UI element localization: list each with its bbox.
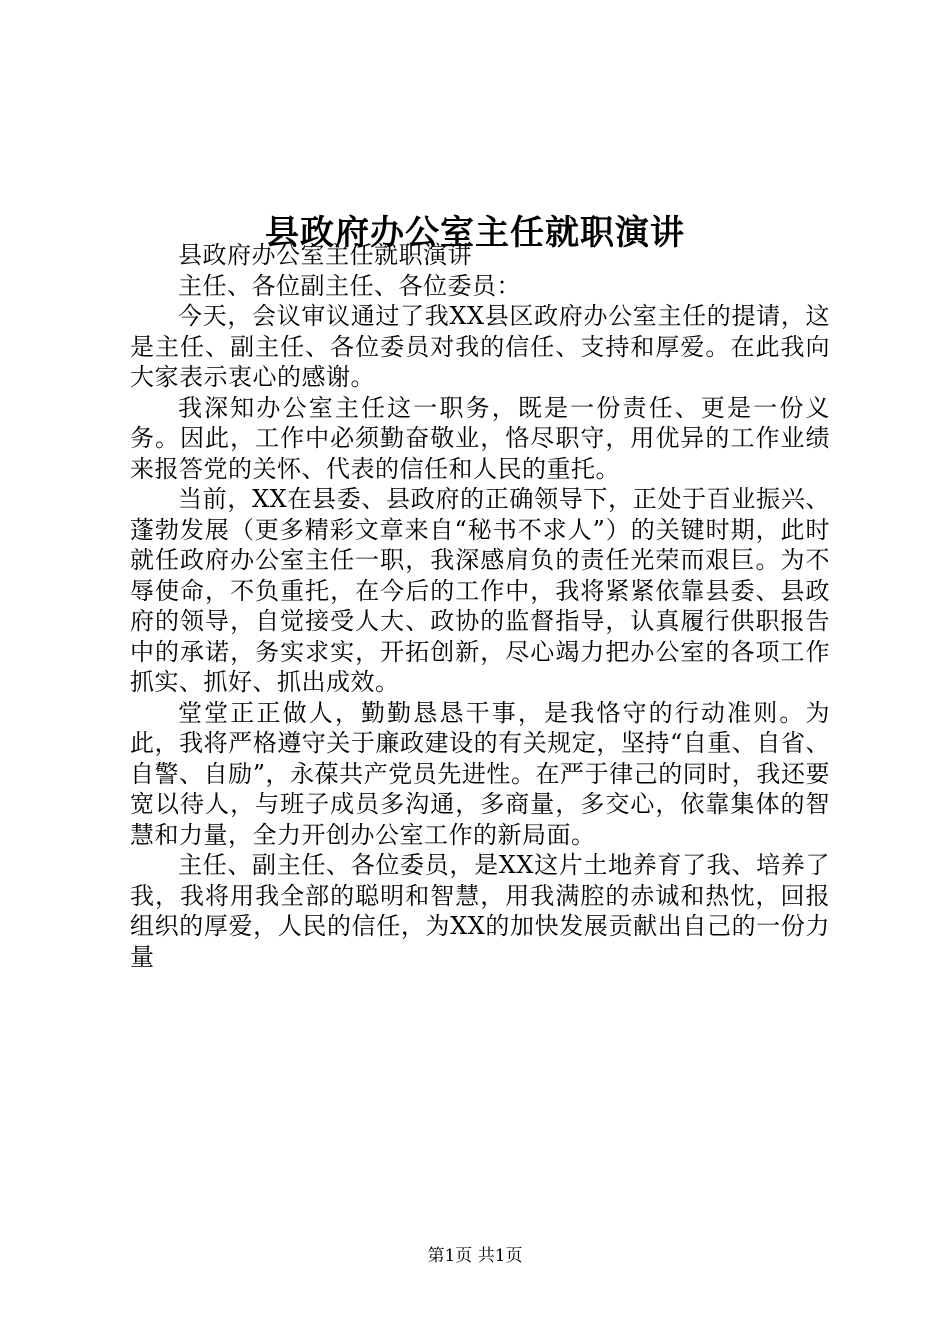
document-body [130,240,830,972]
page-title: 县政府办公室主任就职演讲 [265,212,685,253]
paragraph-4: 堂堂正正做人，勤勤恳恳干事，是我恪守的行动准则。为此，我将严格遵守关于廉政建设的有关规定，坚持“自重、自省、自警、自励”，永葆共产党员先进性。在严于律己的同时，我还要宽以待人，与班子成员多沟通，多商量，多交心，依靠集体的智慧和力量，全力开创办公室工作的新局面。 [130,698,830,849]
paragraph-5: 主任、副主任、各位委员，是XX这片土地养育了我、培养了我，我将用我全部的聪明和智慧，用我满腔的赤诚和热忱，回报组织的厚爱，人民的信任，为XX的加快发展贡献出自己的一份力量 [130,851,830,971]
paragraph-3: 当前，XX在县委、县政府的正确领导下，正处于百业振兴、蓬勃发展（更多精彩文章来自“秘书不求人”）的关键时期，此时就任政府办公室主任一职，我深感肩负的责任光荣而艰巨。为不辱使命，不负重托，在今后的工作中，我将紧紧依靠县委、县政府的领导，自觉接受人大、政协的监督指导，认真履行供职报告中的承诺，务实求实，开拓创新，尽心竭力把办公室的各项工作抓实、抓好、抓出成效。 [130,485,830,696]
paragraph-heading-repeat: 县政府办公室主任就职演讲 [178,241,472,269]
paragraph-salutation: 主任、各位副主任、各位委员： [178,271,521,300]
page-footer: 第1页 共1页 [427,1246,523,1266]
paragraph-1: 今天，会议审议通过了我XX县区政府办公室主任的提请，这是主任、副主任、各位委员对我的信任、支持和厚爱。在此我向大家表示衷心的感谢。 [130,302,830,391]
paragraph-2: 我深知办公室主任这一职务，既是一份责任、更是一份义务。因此，工作中必须勤奋敬业，恪尽职守，用优异的工作业绩来报答党的关怀、代表的信任和人民的重托。 [130,393,830,483]
